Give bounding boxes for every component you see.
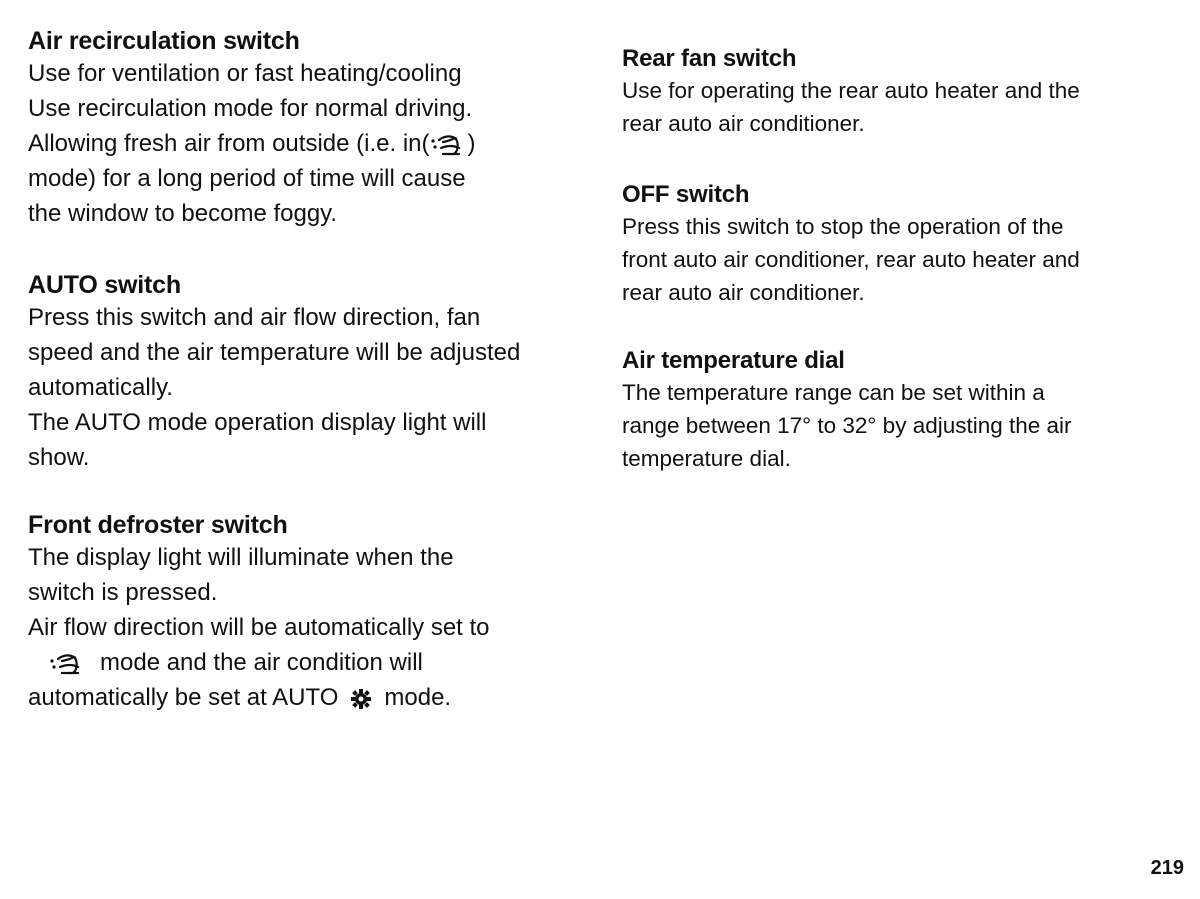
fresh-air-mode-icon bbox=[429, 132, 467, 158]
temp-line-1: The temperature range can be set within a bbox=[622, 380, 1045, 405]
rearfan-line-1: Use for operating the rear auto heater and the bbox=[622, 78, 1080, 103]
section-off-switch bbox=[622, 180, 1182, 309]
heading-front-defroster: Front defroster switch bbox=[28, 511, 288, 539]
heading-air-temperature-dial: Air temperature dial bbox=[622, 347, 845, 374]
section-rear-fan bbox=[622, 44, 1182, 140]
defrost-line-1: The display light will illuminate when the bbox=[28, 544, 454, 571]
temp-line-3: temperature dial. bbox=[622, 446, 791, 471]
recirc-line-5: the window to become foggy. bbox=[28, 200, 338, 227]
section-air-temperature-dial bbox=[622, 346, 1182, 475]
auto-line-2: speed and the air temperature will be adjusted bbox=[28, 339, 521, 366]
defrost-line-4-text: mode and the air condition will bbox=[100, 649, 423, 676]
recirc-line-1: Use for ventilation or fast heating/cooling bbox=[28, 60, 462, 87]
defrost-line-3: Air flow direction will be automatically set to bbox=[28, 614, 490, 641]
auto-line-1: Press this switch and air flow direction, fan bbox=[28, 304, 481, 331]
defrost-line-2: switch is pressed. bbox=[28, 579, 218, 606]
page-number: 219 bbox=[1150, 857, 1184, 879]
recirc-line-4: mode) for a long period of time will cause bbox=[28, 165, 466, 192]
section-auto-switch bbox=[28, 270, 608, 475]
temp-line-2: range between 17° to 32° by adjusting the air bbox=[622, 413, 1072, 438]
heading-rear-fan: Rear fan switch bbox=[622, 45, 797, 72]
recirc-line-2: Use recirculation mode for normal driving. bbox=[28, 95, 473, 122]
recirc-line-3-close: ) bbox=[467, 130, 476, 157]
heading-auto-switch: AUTO switch bbox=[28, 271, 181, 299]
section-air-recirculation bbox=[28, 26, 608, 231]
heading-off-switch: OFF switch bbox=[622, 181, 750, 208]
recirc-line-3 bbox=[28, 126, 608, 161]
defrost-line-5-end: mode. bbox=[384, 684, 452, 711]
defrost-line-4 bbox=[28, 645, 608, 680]
off-line-2: front auto air conditioner, rear auto heater and bbox=[622, 247, 1080, 272]
rearfan-line-2: rear auto air conditioner. bbox=[622, 111, 865, 136]
defrost-mode-icon bbox=[48, 651, 86, 677]
defrost-line-5-text: automatically be set at AUTO bbox=[28, 684, 339, 711]
auto-line-5: show. bbox=[28, 444, 90, 471]
section-front-defroster bbox=[28, 510, 608, 715]
heading-air-recirculation: Air recirculation switch bbox=[28, 27, 300, 55]
auto-line-4: The AUTO mode operation display light will bbox=[28, 409, 487, 436]
defrost-line-5 bbox=[28, 680, 608, 715]
off-line-1: Press this switch to stop the operation of the bbox=[622, 214, 1064, 239]
auto-ac-gear-icon bbox=[350, 688, 372, 710]
recirc-line-3-text: Allowing fresh air from outside (i.e. in( bbox=[28, 130, 430, 157]
off-line-3: rear auto air conditioner. bbox=[622, 280, 865, 305]
auto-line-3: automatically. bbox=[28, 374, 173, 401]
